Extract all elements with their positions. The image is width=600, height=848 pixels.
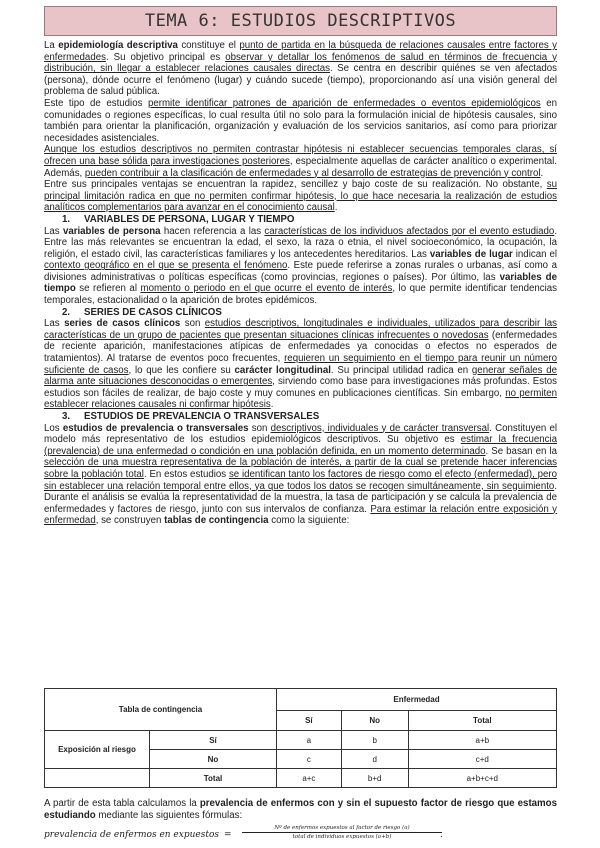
text: . Este puede referirse a zonas rurales o urbanas, así como a divisiones administrativas o políticas específicas (como provincias, regiones o países). Por último, las [44, 260, 557, 283]
intro-paragraph-1 [44, 40, 557, 98]
text: , se construyen [95, 515, 165, 527]
page-title: TEMA 6: ESTUDIOS DESCRIPTIVOS [144, 11, 457, 31]
text: A partir de esta tabla calculamos la [44, 798, 200, 809]
text: . Su principal utilidad radica en [330, 364, 472, 376]
text: Este tipo de estudios [44, 97, 148, 109]
text: Los [44, 422, 63, 434]
text: . Se centra en describir quiénes se ven afectados (persona), dónde ocurre el fenómeno (lugar) y cuándo sucede (tiempo), proporcionando así una visión general del problema de salud pública. [44, 63, 557, 98]
section-title: ESTUDIOS DE PREVALENCIA O TRANSVERSALES [84, 411, 320, 422]
bold-term: carácter longitudinal [234, 364, 331, 376]
text: La [44, 40, 59, 51]
row-group-header: Exposición al riesgo [45, 731, 150, 769]
bold-term: estudios de prevalencia o transversales [62, 422, 249, 434]
section-heading-2 [44, 307, 557, 319]
text: , lo que les confiere su [128, 364, 235, 376]
underlined-text: Para estimar la relación entre exposición y enfermedad [44, 503, 557, 527]
table-cell: a+c [277, 769, 342, 788]
text: . [270, 399, 274, 411]
table-cell: d [341, 750, 408, 769]
bold-term: variables de tiempo [44, 271, 557, 295]
underlined-text: requieren un seguimiento en el tiempo para reunir un número suficiente de casos [44, 353, 557, 376]
text: Las [44, 318, 65, 330]
empty-cell [45, 769, 150, 788]
underlined-text: estudios descriptivos, longitudinales e individuales, utilizados para describir las características de un grupo de pacientes que presentan situaciones clínicas infrecuentes o novedosas [44, 318, 558, 341]
section-1-paragraph [44, 226, 557, 307]
bold-term: series de casos clínicos [64, 318, 181, 330]
section-number: 3. [62, 411, 71, 422]
bold-term: tablas de contingencia [164, 515, 269, 527]
table-cell: b [341, 731, 408, 750]
underlined-text: contexto geográfico en el que se presenta el fenómeno [44, 260, 288, 272]
formula-denominator: total de individuos expuestos (a+b) [292, 834, 392, 840]
underlined-text: descriptivos, individuales y de carácter transversal [270, 422, 490, 434]
document-body [44, 40, 557, 527]
table-cell: a+b+c+d [408, 769, 556, 788]
bold-term: variables de lugar [429, 248, 513, 260]
text: (enfermedades de reciente aparición, manifestaciones atípicas de enfermedades ya conocidas o efectos no esperados de tratamientos). Al tratarse de eventos poco frecuentes, [44, 329, 557, 365]
prevalence-formula [44, 824, 557, 846]
underlined-text: pueden contribuir a la clasificación de enfermedades y al desarrollo de estrategias de prevención y control [84, 167, 541, 179]
section-title: VARIABLES DE PERSONA, LUGAR Y TIEMPO [84, 213, 295, 225]
text: indican el [512, 248, 557, 260]
underlined-text: momento o periodo en el que ocurre el evento de interés [140, 283, 393, 295]
text: . Su objetivo principal es [105, 51, 226, 63]
text: . Durante el análisis se evalúa la representatividad de la muestra, la tasa de participación y se calcula la prevalencia de enfermedades y factores de riesgo, junto con sus intervalos de confianza. [44, 480, 557, 515]
text: son [180, 318, 205, 330]
underlined-text: su principal limitación radica en que no permiten confirmar hipótesis, lo que hace necesaria la realización de estudios analíticos complementarios para avanzar en el conocimiento causal [44, 179, 557, 214]
text: , lo que permite identificar tendencias temporales, estacionalidad o la aparición de brotes epidémicos. [44, 283, 557, 307]
table-cell: b+d [341, 769, 408, 788]
row-header-si: Sí [150, 731, 277, 750]
text: en comunidades o regiones específicas, lo cual resulta útil no solo para la formulación inicial de hipótesis causales, sino también para orientar la planificación, organización y evaluación de los servicios sanitarios, así como para priorizar necesidades asistenciales. [44, 97, 557, 144]
text: mediante las siguientes fórmulas: [95, 809, 243, 821]
text: . Entre las más relevantes se encuentran la edad, el sexo, la raza o etnia, el nivel socioeconómico, la ocupación, la religión, el estado civil, las características familiares y los antecedentes hereditarios. Las [44, 225, 558, 260]
text: . [334, 202, 338, 214]
table-corner-label: Tabla de contingencia [45, 689, 277, 731]
underlined-text: punto de partida en la búsqueda de relaciones causales entre factores y enfermedades [44, 40, 557, 63]
table-cell: c [277, 750, 342, 769]
underlined-text: estimar la frecuencia (prevalencia) de una enfermedad o condición en una población definida, en un momento determinado [44, 434, 557, 457]
section-number: 2. [62, 306, 71, 318]
text: como la siguiente: [268, 515, 350, 527]
underlined-text: selección de una muestra representativa de la población de interés, a partir de la cual se pretende hacer inferencias sobre la población total [44, 457, 557, 480]
table-cell: a+b [408, 731, 556, 750]
table-cell: a [277, 731, 342, 750]
underlined-text: se identifican tanto los factores de riesgo como el efecto (enfermedad), pero sin establecer una relación temporal entre ellos, ya que todos los datos se recogen simultáneamente, sin seguimiento [44, 468, 558, 492]
column-header-si: Sí [277, 711, 342, 731]
closing-paragraph [44, 798, 557, 821]
text: . Constituyen el modelo más representativo de los estudios epidemiológicos descriptivos. Su objetivo es [44, 422, 557, 446]
text: . En estos estudios [143, 468, 229, 480]
text: Las [44, 225, 63, 237]
contingency-table [44, 688, 557, 788]
text: Entre sus principales ventajas se encuentran la rapidez, sencillez y bajo coste de su realización. No obstante, [44, 179, 547, 191]
section-number: 1. [62, 213, 71, 225]
text: son [248, 422, 271, 434]
text: constituye el [177, 40, 240, 51]
row-header-no: No [150, 750, 277, 769]
formula-equals: = [224, 830, 232, 840]
formula-lhs: prevalencia de enfermos en expuestos [44, 830, 219, 840]
text: , sirviendo como base para investigaciones más profundas. Estos estudios son fáciles de realizar, de bajo coste y muy comunes en publicaciones científicas. Sin embargo, [44, 376, 557, 399]
formula-end: . [440, 830, 443, 840]
underlined-text: no permiten establecer relaciones causales ni confirmar hipótesis [44, 387, 557, 411]
bold-term: variables de persona [62, 225, 161, 237]
title-banner [44, 6, 557, 36]
text: se refieren al [75, 283, 141, 295]
intro-paragraph-3 [44, 144, 557, 179]
table-cell: c+d [408, 750, 556, 769]
formula-fraction [242, 824, 442, 841]
row-header-total: Total [150, 769, 277, 788]
underlined-text: observar y detallar los fenómenos de salud en términos de frecuencia y distribución, sin llegar a establecer relaciones causales directas [44, 51, 557, 75]
underlined-text: generar señales de alarma ante situaciones desconocidas o emergentes [44, 364, 557, 388]
underlined-text: Aunque los estudios descriptivos no permiten contrastar hipótesis ni establecer secuencias temporales claras, sí ofrecen una base sólida para investigaciones posteriores [44, 144, 557, 167]
text: . [540, 167, 544, 179]
text: , especialmente aquellas de carácter analítico o experimental. Además, [44, 155, 557, 179]
closing-text [44, 798, 557, 821]
column-header-no: No [341, 711, 408, 731]
section-heading-3 [44, 411, 557, 423]
underlined-text: características de los individuos afectados por el evento estudiado [264, 225, 555, 237]
bold-term: prevalencia de enfermos con y sin el supuesto factor de riesgo que estamos estudiando [44, 798, 557, 821]
text: hacen referencia a las [160, 225, 265, 237]
section-2-paragraph [44, 318, 557, 411]
intro-paragraph-4 [44, 179, 557, 214]
formula-numerator: Nº de enfermos expuestos al factor de riesgo (a) [242, 824, 442, 833]
bold-term: epidemiología descriptiva [58, 40, 178, 51]
text: . Se basan en la [485, 445, 557, 457]
underlined-text: permite identificar patrones de aparición de enfermedades o eventos epidemiológicos [147, 97, 541, 109]
section-3-paragraph [44, 423, 557, 527]
intro-paragraph-2 [44, 98, 557, 144]
column-header-total: Total [408, 711, 556, 731]
section-title: SERIES DE CASOS CLÍNICOS [84, 306, 222, 318]
section-heading-1 [44, 214, 557, 226]
column-group-header: Enfermedad [277, 689, 557, 711]
